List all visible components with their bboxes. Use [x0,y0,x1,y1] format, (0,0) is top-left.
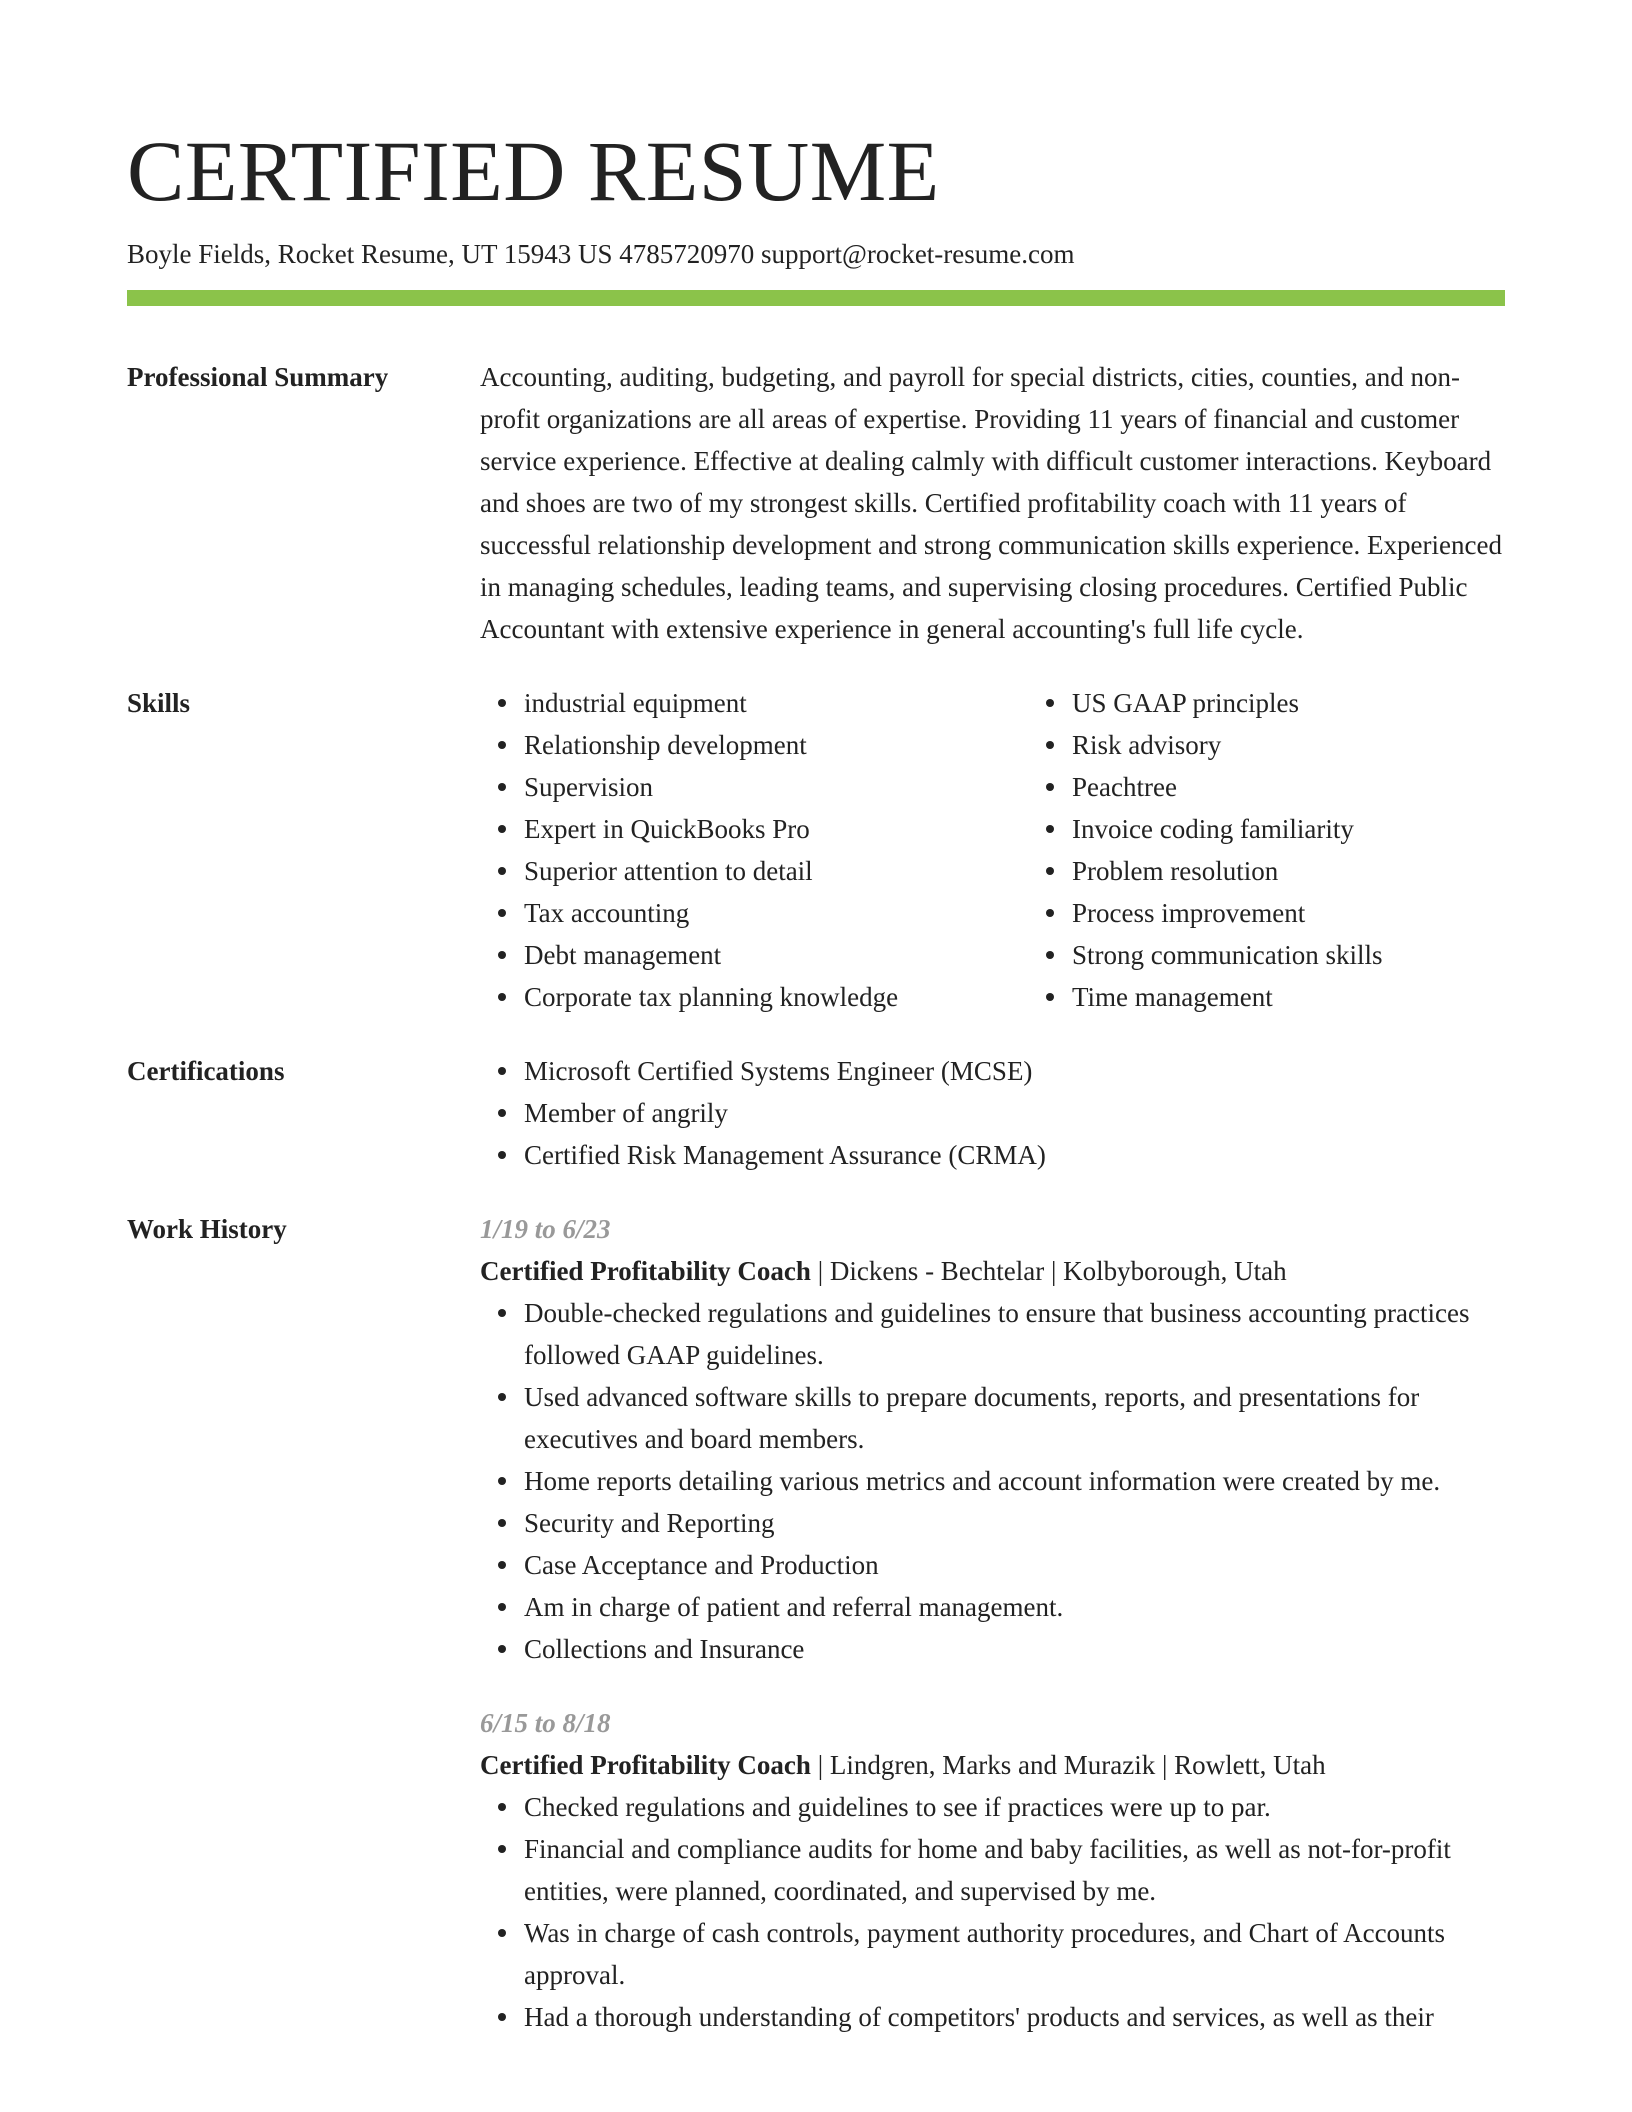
work-history-section [127,1208,1505,2070]
skill-item: Peachtree [1072,766,1592,808]
certification-item: Certified Risk Management Assurance (CRMA) [524,1134,1505,1176]
job-duty-item: Was in charge of cash controls, payment authority procedures, and Chart of Accounts approval. [524,1912,1505,1996]
job-entry [480,1208,1505,1670]
skills-grid [480,682,1592,1018]
work-history-body [480,1208,1505,2070]
skill-item: Tax accounting [524,892,1028,934]
summary-text: Accounting, auditing, budgeting, and payroll for special districts, cities, counties, and non-profit organizations are all areas of expertise. Providing 11 years of financial and customer service experience. Effective at dealing calmly with difficult customer interactions. Keyboard and shoes are two of my strongest skills. Certified profitability coach with 11 years of successful relationship development and strong communication skills experience. Experienced in managing schedules, leading teams, and supervising closing procedures. Certified Public Accountant with extensive experience in general accounting's full life cycle. [480,362,1502,644]
contact-line: Boyle Fields, Rocket Resume, UT 15943 US 4785720970 support@rocket-resume.com [127,239,1075,269]
job-dates: 1/19 to 6/23 [480,1214,611,1244]
summary-section [127,356,1505,650]
certifications-body [480,1050,1505,1176]
skill-item: Risk advisory [1072,724,1592,766]
certification-item: Member of angrily [524,1092,1505,1134]
certifications-list [480,1050,1505,1176]
job-duties-list [480,1292,1505,1670]
skill-item: Process improvement [1072,892,1592,934]
certifications-section [127,1050,1505,1176]
certification-item: Microsoft Certified Systems Engineer (MCSE) [524,1050,1505,1092]
job-duty-item: Security and Reporting [524,1502,1505,1544]
job-duties-list [480,1786,1505,2038]
job-duty-item: Financial and compliance audits for home and baby facilities, as well as not-for-profit entities, were planned, coordinated, and supervised by me. [524,1828,1505,1912]
skills-section [127,682,1505,1018]
job-duty-item: Case Acceptance and Production [524,1544,1505,1586]
job-duty-item: Home reports detailing various metrics and account information were created by me. [524,1460,1505,1502]
skills-column-2 [1028,682,1592,1018]
job-employer-location: | Dickens - Bechtelar | Kolbyborough, Utah [810,1256,1287,1286]
skill-item: Problem resolution [1072,850,1592,892]
skills-column-1 [480,682,1028,1018]
skill-item: Superior attention to detail [524,850,1028,892]
job-duty-item: Checked regulations and guidelines to see if practices were up to par. [524,1786,1505,1828]
job-duty-item: Am in charge of patient and referral management. [524,1586,1505,1628]
work-history-heading: Work History [127,1214,287,1244]
job-dates: 6/15 to 8/18 [480,1708,611,1738]
skill-item: Time management [1072,976,1592,1018]
skill-item: Relationship development [524,724,1028,766]
skill-item: Invoice coding familiarity [1072,808,1592,850]
job-duty-item: Double-checked regulations and guidelines to ensure that business accounting practices followed GAAP guidelines. [524,1292,1505,1376]
skill-item: Debt management [524,934,1028,976]
skill-item: Corporate tax planning knowledge [524,976,1028,1018]
job-header [480,1250,1505,1292]
job-entry [480,1702,1505,2038]
skill-item: Expert in QuickBooks Pro [524,808,1028,850]
resume-title: CERTIFIED RESUME [127,123,940,219]
resume-page [127,0,1505,2070]
skill-item: US GAAP principles [1072,682,1592,724]
job-duty-item: Had a thorough understanding of competitors' products and services, as well as their [524,1996,1505,2038]
job-title: Certified Profitability Coach [480,1750,811,1780]
summary-heading: Professional Summary [127,362,389,392]
job-header [480,1744,1505,1786]
certifications-heading: Certifications [127,1056,285,1086]
skills-heading: Skills [127,688,191,718]
job-title: Certified Profitability Coach [480,1256,811,1286]
job-duty-item: Collections and Insurance [524,1628,1505,1670]
skill-item: Supervision [524,766,1028,808]
job-employer-location: | Lindgren, Marks and Murazik | Rowlett, Utah [810,1750,1326,1780]
accent-divider [127,290,1505,306]
job-duty-item: Used advanced software skills to prepare documents, reports, and presentations for executives and board members. [524,1376,1505,1460]
skill-item: Strong communication skills [1072,934,1592,976]
skill-item: industrial equipment [524,682,1028,724]
